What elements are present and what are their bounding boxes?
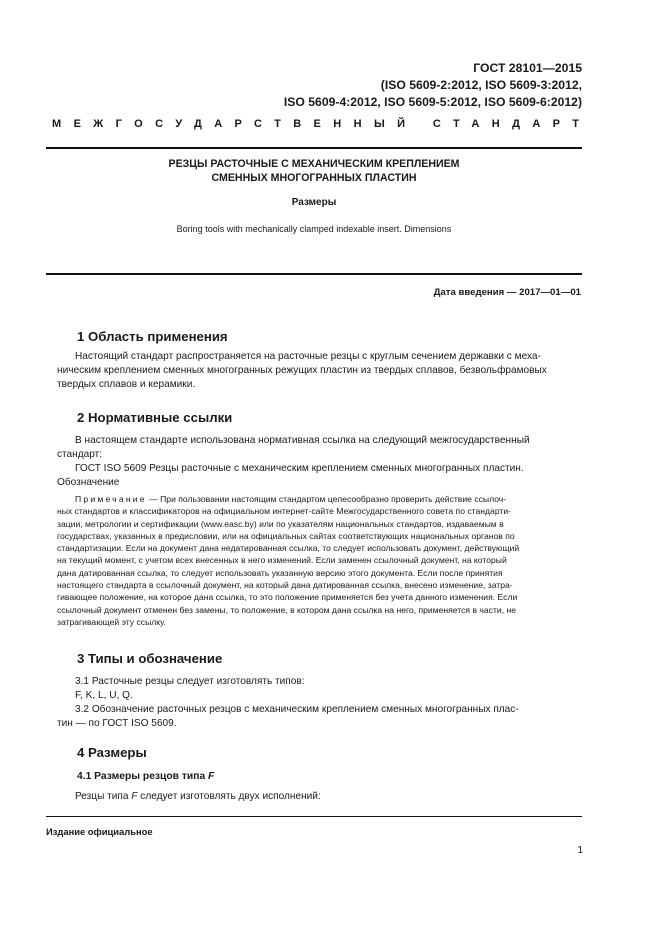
section-3-line: F, K, L, U, Q.	[75, 689, 133, 701]
section-3-line: тин — по ГОСТ ISO 5609.	[57, 717, 177, 729]
section-2-note	[57, 493, 582, 628]
interstate-standard-label: МЕЖГОСУДАРСТВЕННЫЙ СТАНДАРТ	[52, 118, 592, 130]
section-2-heading: 2 Нормативные ссылки	[77, 410, 233, 425]
note-line: дана датированная ссылка, то следует использовать указанную версию этого документа. Если после принятия	[57, 567, 503, 578]
document-title-line-1: РЕЗЦЫ РАСТОЧНЫЕ С МЕХАНИЧЕСКИМ КРЕПЛЕНИЕМ	[168, 158, 460, 170]
note-line: гивающее положение, на которое дана ссылка, то это положение применяется без учета данного изменения. Если	[57, 592, 518, 603]
section-3-paragraph	[57, 675, 582, 731]
page-number: 1	[577, 845, 583, 856]
note-first-text: — При пользовании настоящим стандартом целесообразно проверить действие ссылоч-	[146, 494, 507, 504]
section-1-paragraph	[57, 350, 582, 392]
section-2-paragraph	[57, 434, 582, 490]
section-4-1-heading-text: 4.1 Размеры резцов типа	[77, 771, 209, 782]
section-1-heading: 1 Область применения	[77, 329, 228, 344]
line-type: F	[131, 791, 138, 802]
footer-divider	[46, 816, 582, 817]
section-4-1-line	[75, 790, 582, 804]
note-line: на текущий момент, с учетом всех внесенных в него изменений. Если заменен ссылочный документ, на который	[57, 555, 507, 566]
section-1-line: Настоящий стандарт распространяется на расточные резцы с круглым сечением державки с меха-	[75, 351, 541, 362]
note-first-line	[75, 493, 582, 505]
section-4-1-heading	[77, 771, 214, 782]
iso-reference-line-2: ISO 5609-4:2012, ISO 5609-5:2012, ISO 5609-6:2012)	[283, 95, 582, 109]
introduction-date: Дата введения — 2017—01—01	[433, 287, 581, 298]
note-line: ных стандартов и классификаторов на официальном интернет-сайте Межгосударственного совета по стандарти-	[57, 506, 512, 517]
iso-reference-line-1: (ISO 5609-2:2012, ISO 5609-3:2012,	[380, 78, 582, 92]
line-pre: Резцы типа	[75, 791, 132, 802]
section-3-line: 3.2 Обозначение расточных резцов с механическим креплением сменных многогранных плас-	[75, 703, 519, 715]
section-3-heading: 3 Типы и обозначение	[77, 651, 223, 666]
line-post: следует изготовлять двух исполнений:	[137, 791, 321, 802]
section-2-line: Обозначение	[57, 476, 120, 488]
note-label: Примечание	[75, 494, 147, 504]
note-line: стандартизации. Если на документ дана недатированная ссылка, то следует использовать документ, действующий	[57, 543, 520, 554]
section-1-line: ническим креплением сменных многогранных режущих пластин из твердых сплавов, безвольфрамовых	[57, 364, 547, 376]
document-subtitle: Размеры	[291, 197, 337, 208]
section-1-line: твердых сплавов и керамики.	[57, 378, 196, 390]
note-line: ссылочный документ отменен без замены, то положение, в котором дана ссылка на него, применяется в части, не	[57, 604, 517, 615]
note-line: зации, метрологии и сертификации (www.easc.by) или по указателям национальных стандартов, издаваемым в	[57, 518, 504, 529]
section-2-line: стандарт:	[57, 448, 103, 460]
section-2-line: В настоящем стандарте использована нормативная ссылка на следующий межгосударственный	[75, 435, 530, 446]
official-edition-label: Издание официальное	[46, 826, 153, 837]
note-line: настоящего стандарта в ссылочный документ, на который дана датированная ссылка, внесено изменение, затра-	[57, 580, 513, 591]
english-title: Boring tools with mechanically clamped indexable insert. Dimensions	[176, 224, 452, 234]
section-2-line: ГОСТ ISO 5609 Резцы расточные с механическим креплением сменных многогранных пластин.	[75, 462, 524, 474]
note-line: затрагивающей эту ссылку.	[57, 616, 166, 627]
middle-divider	[46, 273, 582, 275]
standard-number: ГОСТ 28101—2015	[473, 61, 582, 75]
section-3-line: 3.1 Расточные резцы следует изготовлять типов:	[75, 676, 305, 687]
section-4-heading: 4 Размеры	[77, 745, 147, 760]
top-divider	[46, 147, 582, 149]
note-line: государствах, указанных в предисловии, или на официальных сайтах соответствующих национальных органов по	[57, 530, 515, 541]
section-4-1-paragraph	[75, 790, 582, 804]
section-4-1-heading-type: F	[208, 771, 215, 782]
document-title-line-2: СМЕННЫХ МНОГОГРАННЫХ ПЛАСТИН	[211, 172, 417, 184]
